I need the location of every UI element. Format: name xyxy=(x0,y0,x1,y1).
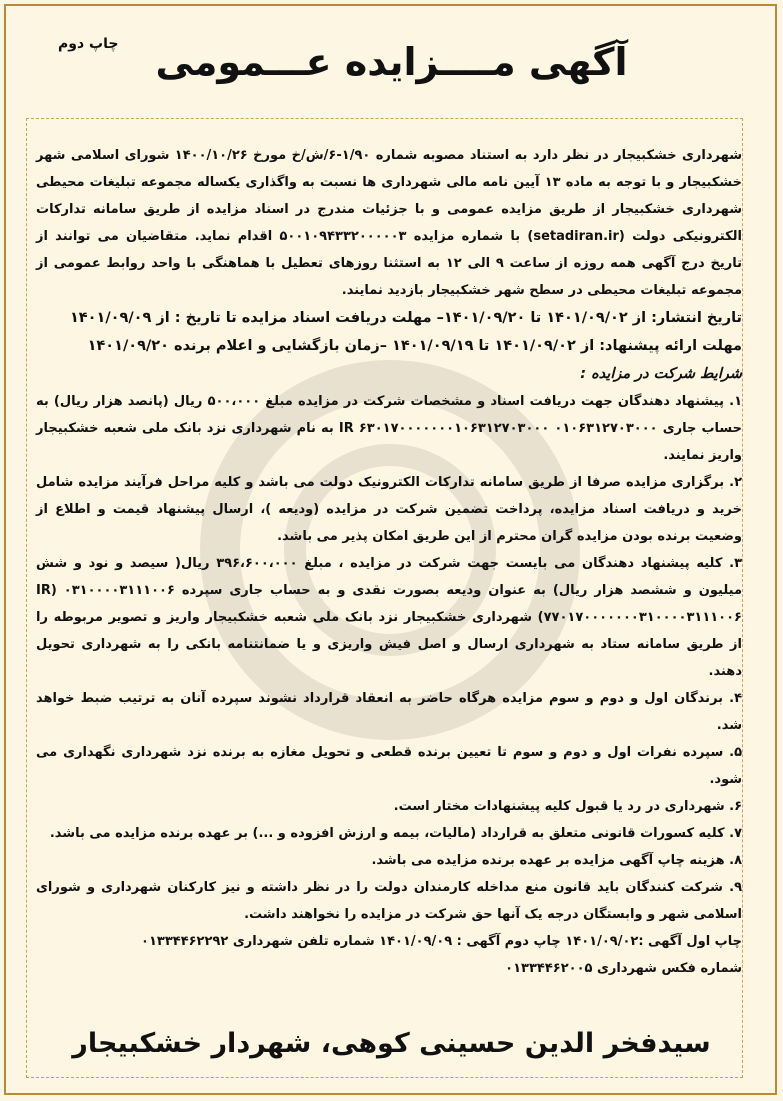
notice-body xyxy=(36,142,742,982)
condition-item: ۱. پیشنهاد دهندگان جهت دریافت اسناد و مشخصات شرکت در مزایده مبلغ ۵۰۰،۰۰۰ ریال (پانصد هزار ریال) به حساب جاری ۰۱۰۶۳۱۲۷۰۳۰۰۰ IR ۶۳۰۱۷۰۰۰۰۰۰۰۱۰۶۳۱۲۷۰۳۰۰۰ به نام شهرداری نزد بانک ملی شعبه خشکبیجار واریز نمایند. xyxy=(36,394,743,463)
print-dates-phone: چاپ اول آگهی :۱۴۰۱/۰۹/۰۲ چاپ دوم آگهی : ۱۴۰۱/۰۹/۰۹ شماره تلفن شهرداری ۰۱۳۳۴۴۶۲۲۹۲ xyxy=(141,934,742,949)
intro-paragraph: شهرداری خشکبیجار در نظر دارد به استناد مصوبه شماره ۱/۹۰-۶/ش/خ مورخ ۱۴۰۰/۱۰/۲۶ شورای اسلامی شهر خشکبیجار و با توجه به ماده ۱۳ آیین نامه مالی شهرداری ها نسبت به واگذاری یکساله مجموعه تبلیغات محیطی شهرداری خشکبیجار از طریق مزایده عمومی و با جزئیات مندرج در اسناد مزایده از طریق سامانه تدارکات الکترونیکی دولت (setadiran.ir) با شماره مزایده ۵۰۰۱۰۹۴۳۳۲۰۰۰۰۰۳ اقدام نماید. متقاضیان می توانند از تاریخ درج آگهی همه روزه از ساعت ۹ الی ۱۲ به استثنا روزهای تعطیل با هماهنگی با واحد روابط عمومی از مجموعه تبلیغات محیطی در سطح شهر خشکبیجار بازدید نمایند. xyxy=(36,148,742,298)
condition-item: ۸. هزینه چاپ آگهی مزایده بر عهده برنده مزایده می باشد. xyxy=(371,853,742,868)
condition-item: ۶. شهرداری در رد یا قبول کلیه پیشنهادات مختار است. xyxy=(393,799,742,814)
condition-item: ۷. کلیه کسورات قانونی متعلق به قرارداد (مالیات، بیمه و ارزش افزوده و ...) بر عهده برنده مزایده می باشد. xyxy=(49,826,742,841)
condition-item: ۴. برندگان اول و دوم و سوم مزایده هرگاه حاضر به انعقاد قرارداد نشوند سپرده آنان به ترتیب ضبط خواهد شد. xyxy=(36,691,742,733)
condition-item: ۵. سپرده نفرات اول و دوم و سوم تا تعیین برنده قطعی و تحویل مغازه به برنده نزد شهرداری نگهداری می شود. xyxy=(36,745,742,787)
conditions-list xyxy=(36,388,742,928)
condition-item: ۹. شرکت کنندگان باید قانون منع مداخله کارمندان دولت را در نظر داشته و نیز کارکنان شهرداری و شورای اسلامی شهر و وابستگان درجه یک آنها حق شرکت در مزایده را نخواهند داشت. xyxy=(36,880,742,922)
print-edition-label: چاپ دوم xyxy=(58,36,119,52)
publication-dates: تاریخ انتشار: از ۱۴۰۱/۰۹/۰۲ تا ۱۴۰۱/۰۹/۲۰– مهلت دریافت اسناد مزایده تا تاریخ : از ۱۴۰۱/۰۹/۰۹ xyxy=(69,310,742,326)
mayor-signature: سیدفخر الدین حسینی کوهی، شهردار خشکبیجار xyxy=(72,1028,711,1059)
notice-header xyxy=(0,0,783,115)
proposal-dates: مهلت ارائه پیشنهاد: از ۱۴۰۱/۰۹/۰۲ تا ۱۴۰۱/۰۹/۱۹ –زمان بازگشایی و اعلام برنده ۱۴۰۱/۰۹/۲۰ xyxy=(87,338,742,354)
fax-number: شماره فکس شهرداری ۰۱۳۳۴۴۶۲۰۰۵ xyxy=(505,961,742,976)
page-title: آگهی مــــزایده عـــمومی xyxy=(155,40,628,84)
conditions-heading: شرایط شرکت در مزایده : xyxy=(580,366,742,382)
condition-item: ۲. برگزاری مزایده صرفا از طریق سامانه تدارکات الکترونیک دولت می باشد و کلیه مراحل فرآیند مزایده شامل خرید و دریافت اسناد مزایده، پرداخت تضمین شرکت در مزایده (ودیعه )، ارسال پیشنهاد قیمت و اطلاع از وضعیت برنده بودن مزایده گران محترم از این طریق امکان پذیر می باشد. xyxy=(36,475,742,544)
condition-item: ۳. کلیه پیشنهاد دهندگان می بایست جهت شرکت در مزایده ، مبلغ ۳۹۶،۶۰۰،۰۰۰ ریال( سیصد و نود و شش میلیون و ششصد هزار ریال) به عنوان ودیعه بصورت نقدی و به حساب جاری سپرده ۰۳۱۰۰۰۰۳۱۱۱۰۰۶ (IR ۷۷۰۱۷۰۰۰۰۰۰۰۳۱۰۰۰۰۳۱۱۱۰۰۶) شهرداری خشکبیجار نزد بانک ملی شعبه خشکبیجار واریز و تصویر مربوطه را از طریق سامانه ستاد به شهرداری ارسال و اصل فیش واریزی و یا ضمانتنامه بانکی را به شهرداری تحویل دهند. xyxy=(36,556,742,679)
